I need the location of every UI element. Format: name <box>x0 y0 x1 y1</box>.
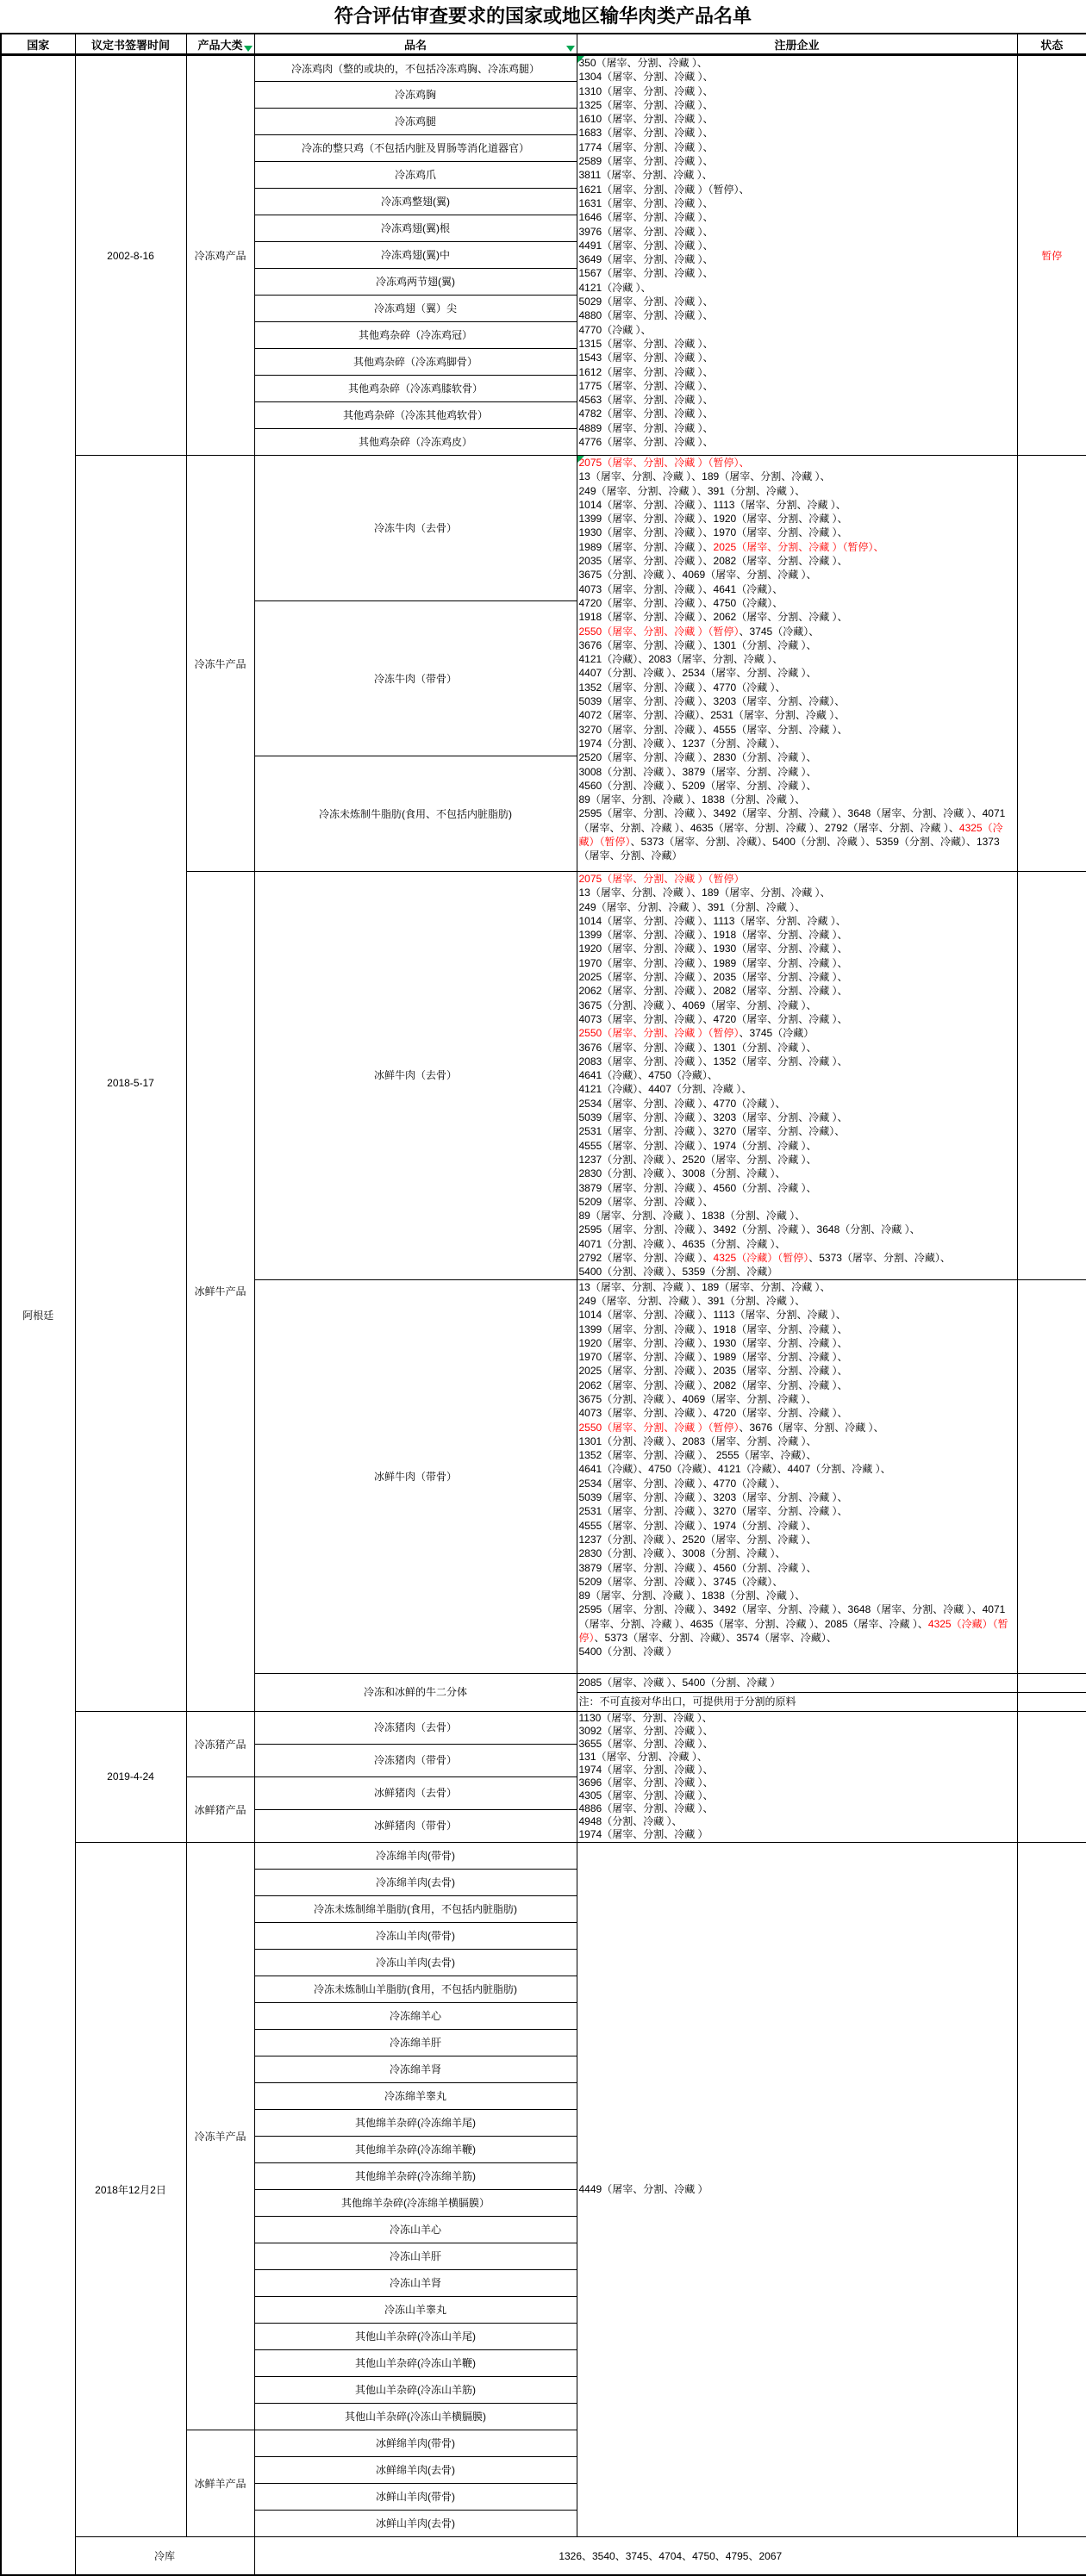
category-cell: 冷冻鸡产品 <box>186 55 254 456</box>
product-cell: 冷冻鸡胸 <box>254 82 577 109</box>
enterprise-line: 1610（屠宰、分割、冷藏 ）、 <box>578 113 714 126</box>
enterprise-line: 3649（屠宰、分割、冷藏 ）、 <box>578 253 714 266</box>
country-cell: 阿根廷 <box>1 55 75 2576</box>
enterprise-line: 131（屠宰、分割、冷藏 ）、 <box>578 1750 708 1763</box>
enterprise-line: 1304（屠宰、分割、冷藏 ）、 <box>578 71 714 84</box>
product-cell: 冷冻鸡翅（翼）尖 <box>254 296 577 322</box>
product-cell: 其他绵羊杂碎(冷冻绵羊鞭) <box>254 2136 577 2162</box>
enterprise-line: 13（屠宰、分割、冷藏 ）、189（屠宰、分割、冷藏 ）、 <box>578 887 831 899</box>
enterprise-line: 3270（屠宰、分割、冷藏 ）、4555（屠宰、分割、冷藏 ）、 <box>578 723 848 736</box>
product-cell: 冷冻猪肉（去骨） <box>254 1711 577 1744</box>
enterprise-text: 、5373（屠宰、分割、冷藏）、 <box>808 1252 951 1265</box>
enterprise-line: 4948（分割、冷藏 ）、 <box>578 1814 683 1827</box>
enterprise-line: 1683（屠宰、分割、冷藏 ）、 <box>578 127 714 140</box>
product-cell: 冷冻未炼制绵羊脂肪(食用，不包括内脏脂肪) <box>254 1895 577 1922</box>
enterprise-line: 1974（分割、冷藏 ）、1237（分割、冷藏 ）、 <box>578 737 786 750</box>
enterprise-line: 1399（屠宰、分割、冷藏 ）、1918（屠宰、分割、冷藏 ）、 <box>578 1322 848 1335</box>
enterprise-line: 1930（屠宰、分割、冷藏 ）、1970（屠宰、分割、冷藏 ）、 <box>578 526 848 539</box>
enterprise-line: 3676（屠宰、分割、冷藏 ）、1301（分割、冷藏 ）、 <box>578 1041 817 1054</box>
enterprise-line <box>579 1421 1015 1434</box>
enterprise-line: 2534（屠宰、分割、冷藏 ）、4770（冷藏 ）、 <box>578 1477 786 1490</box>
enterprise-line: 4555（屠宰、分割、冷藏 ）、1974（分割、冷藏 ）、 <box>578 1139 817 1152</box>
enterprise-cell <box>577 1711 1017 1842</box>
header-category-label: 产品大类 <box>197 38 243 52</box>
enterprise-line: 4720（屠宰、分割、冷藏 ）、4750（冷藏）、 <box>578 596 783 609</box>
product-cell: 冷冻山羊心 <box>254 2216 577 2243</box>
product-cell: 其他鸡杂碎（冷冻鸡脚骨） <box>254 349 577 376</box>
enterprise-line: 1014（屠宰、分割、冷藏 ）、1113（屠宰、分割、冷藏 ）、 <box>578 914 846 927</box>
enterprise-line: 3655（屠宰、分割、冷藏 ）、 <box>578 1737 714 1750</box>
enterprise-line: 5209（屠宰、分割、冷藏 ）、3745（冷藏）、 <box>578 1575 783 1588</box>
enterprise-line: 1970（屠宰、分割、冷藏 ）、1989（屠宰、分割、冷藏 ）、 <box>578 956 848 969</box>
enterprise-line: 3008（分割、冷藏 ）、3879（屠宰、分割、冷藏 ）、 <box>578 765 817 778</box>
enterprise-line: 5039（屠宰、分割、冷藏 ）、3203（屠宰、分割、冷藏 ）、 <box>578 1111 848 1124</box>
enterprise-line: 249（屠宰、分割、冷藏 ）、391（分割、冷藏 ）、 <box>578 1294 806 1307</box>
enterprise-line <box>579 456 1015 470</box>
status-cell <box>1017 872 1086 1280</box>
enterprise-line: 5400（分割、冷藏 ） <box>578 1646 677 1658</box>
enterprise-line: 1399（屠宰、分割、冷藏 ）、1920（屠宰、分割、冷藏 ）、 <box>578 513 848 526</box>
enterprise-line: 4776（屠宰、分割、冷藏 ）、 <box>578 436 714 449</box>
enterprise-line: 4121（冷藏 ）、 <box>578 281 652 294</box>
enterprise-line: 1567（屠宰、分割、冷藏 ）、 <box>578 267 714 280</box>
enterprise-line: 4073（屠宰、分割、冷藏 ）、4641（冷藏）、 <box>578 582 783 595</box>
enterprise-text: 2595（屠宰、分割、冷藏 ）、3492（屠宰、分割、冷藏 ）、3648（屠宰、分割、冷藏 ）、4071（屠宰、分割、冷藏 ）、4635（屠宰、分割、冷藏 ）、2085（屠宰、冷藏 ）、 <box>578 1603 1006 1630</box>
suspended-enterprise-text: 2075（屠宰、分割、冷藏 ）（暂停）、 <box>578 457 750 469</box>
product-cell: 冰鲜牛肉（带骨） <box>254 1279 577 1673</box>
enterprise-line: 4880（屠宰、分割、冷藏 ）、 <box>578 309 714 322</box>
filter-dropdown-icon[interactable] <box>244 46 253 52</box>
product-cell: 冷冻鸡翅(翼)根 <box>254 215 577 242</box>
suspended-enterprise-text: 4325（冷藏）（暂停） <box>713 1252 809 1265</box>
product-cell: 冷冻鸡翅(翼)中 <box>254 242 577 269</box>
cold-store-label: 冷库 <box>75 2536 254 2575</box>
product-cell: 冷冻绵羊肉(带骨) <box>254 1842 577 1869</box>
suspended-enterprise-text: 2550（屠宰、分割、冷藏 ）（暂停） <box>578 1027 740 1040</box>
enterprise-line: 4555（屠宰、分割、冷藏 ）、1974（分割、冷藏 ）、 <box>578 1519 817 1532</box>
enterprise-line: 3811（屠宰、分割、冷藏 ）、 <box>578 169 713 182</box>
enterprise-line: 3675（分割、冷藏 ）、4069（屠宰、分割、冷藏 ）、 <box>578 1392 817 1405</box>
product-cell: 其他山羊杂碎(冷冻山羊尾) <box>254 2323 577 2349</box>
enterprise-line: 1774（屠宰、分割、冷藏 ）、 <box>578 140 714 153</box>
enterprise-line: 4641（冷藏）、4750（冷藏）、4121（冷藏）、4407（分割、冷藏 ）、 <box>578 1463 891 1476</box>
table-row <box>1 456 1086 601</box>
enterprise-line: 1543（屠宰、分割、冷藏 ）、 <box>578 352 714 364</box>
enterprise-line <box>579 1251 1015 1265</box>
enterprise-text: 1989（屠宰、分割、冷藏 ）、 <box>578 540 714 553</box>
enterprise-line: 2025（屠宰、分割、冷藏 ）、2035（屠宰、分割、冷藏 ）、 <box>578 1365 848 1378</box>
product-cell: 其他鸡杂碎（冷冻鸡冠） <box>254 322 577 349</box>
enterprise-line: 4071（分割、冷藏 ）、4635（分割、冷藏 ）、 <box>578 1237 786 1250</box>
category-cell: 冷冻羊产品 <box>186 1842 254 2430</box>
enterprise-text: 、5373（屠宰、分割、冷藏）、3574（屠宰、冷藏）、 <box>594 1632 837 1645</box>
enterprise-line: 2531（屠宰、分割、冷藏 ）、3270（屠宰、分割、冷藏）、 <box>578 1125 846 1138</box>
product-cell: 冷冻鸡两节翅(翼) <box>254 269 577 296</box>
enterprise-line: 2595（屠宰、分割、冷藏 ）、3492（分割、冷藏 ）、3648（分割、冷藏 ）、 <box>578 1223 921 1236</box>
status-cell <box>1017 1279 1086 1673</box>
suspended-enterprise-text: 2550（屠宰、分割、冷藏 ）（暂停） <box>578 1421 740 1434</box>
product-cell: 冷冻牛肉（带骨） <box>254 601 577 756</box>
enterprise-line: 4886（屠宰、分割、冷藏 ）、 <box>578 1801 714 1814</box>
product-cell: 其他鸡杂碎（冷冻鸡皮） <box>254 429 577 456</box>
enterprise-line: 2083（屠宰、分割、冷藏 ）、1352（屠宰、分割、冷藏 ）、 <box>578 1055 848 1067</box>
status-cell <box>1017 1673 1086 1692</box>
category-cell: 冷冻牛产品 <box>186 456 254 872</box>
product-cell: 其他绵羊杂碎(冷冻绵羊筋) <box>254 2162 577 2189</box>
product-cell: 冷冻鸡腿 <box>254 109 577 135</box>
enterprise-line: 2025（屠宰、分割、冷藏 ）、2035（屠宰、分割、冷藏 ）、 <box>578 971 848 984</box>
product-cell: 冰鲜绵羊肉(带骨) <box>254 2430 577 2456</box>
product-cell: 冷冻山羊肾 <box>254 2269 577 2296</box>
header-product-label: 品名 <box>403 38 427 52</box>
enterprise-line: 2830（分割、冷藏 ）、3008（分割、冷藏 ）、 <box>578 1547 786 1560</box>
enterprise-line: 1014（屠宰、分割、冷藏 ）、1113（屠宰、分割、冷藏 ）、 <box>578 498 846 511</box>
enterprise-line: 1920（屠宰、分割、冷藏 ）、1930（屠宰、分割、冷藏 ）、 <box>578 1336 848 1349</box>
product-cell: 冰鲜山羊肉(带骨) <box>254 2483 577 2510</box>
enterprise-line: 2520（屠宰、分割、冷藏 ）、2830（分割、冷藏 ）、 <box>578 751 817 764</box>
enterprise-line: 89（屠宰、分割、冷藏 ）、1838（分割、冷藏 ）、 <box>578 1590 806 1602</box>
suspended-enterprise-text: 2025（屠宰、分割、冷藏 ）（暂停）、 <box>713 540 884 553</box>
product-cell: 冷冻绵羊肾 <box>254 2056 577 2082</box>
enterprise-line: 4491（屠宰、分割、冷藏 ）、 <box>578 239 714 252</box>
enterprise-line: 3675（分割、冷藏 ）、4069（屠宰、分割、冷藏 ）、 <box>578 999 817 1011</box>
enterprise-line: 1325（屠宰、分割、冷藏 ）、 <box>578 98 714 111</box>
protocol-date-cell: 2018年12月2日 <box>75 1842 186 2536</box>
green-corner-icon <box>577 456 584 463</box>
enterprise-cell <box>577 872 1017 1280</box>
enterprise-text: 、3745（冷藏） <box>739 1027 814 1040</box>
enterprise-text: 、3676（屠宰、分割、冷藏 ）、 <box>739 1421 884 1434</box>
enterprise-line: 1301（分割、冷藏 ）、2083（屠宰、分割、冷藏 ）、 <box>578 1434 817 1447</box>
header-status: 状态 <box>1017 34 1086 55</box>
enterprise-line: 1237（分割、冷藏 ）、2520（屠宰、分割、冷藏 ）、 <box>578 1153 817 1166</box>
cold-store-value: 1326、3540、3745、4704、4750、4795、2067 <box>254 2536 1086 2575</box>
enterprise-line: 4073（屠宰、分割、冷藏 ）、4720（屠宰、分割、冷藏 ）、 <box>578 1012 848 1025</box>
enterprise-line: 4073（屠宰、分割、冷藏 ）、4720（屠宰、分割、冷藏 ）、 <box>578 1407 848 1420</box>
cold-store-row <box>1 2536 1086 2575</box>
enterprise-line: 2062（屠宰、分割、冷藏 ）、2082（屠宰、分割、冷藏 ）、 <box>578 985 848 998</box>
enterprise-line: 4305（屠宰、分割、冷藏 ）、 <box>578 1789 714 1801</box>
product-cell: 其他绵羊杂碎(冷冻绵羊横膈膜） <box>254 2189 577 2216</box>
enterprise-line: 5039（屠宰、分割、冷藏 ）、3203（屠宰、分割、冷藏 ）、 <box>578 1491 848 1504</box>
product-cell: 其他鸡杂碎（冷冻鸡膝软骨） <box>254 376 577 402</box>
enterprise-line: 4449（屠宰、分割、冷藏 ） <box>578 2182 708 2195</box>
enterprise-line: 89（屠宰、分割、冷藏 ）、1838（分割、冷藏 ）、 <box>578 793 806 806</box>
protocol-date-cell: 2002-8-16 <box>75 55 186 456</box>
enterprise-line: 2534（屠宰、分割、冷藏 ）、4770（冷藏 ）、 <box>578 1097 786 1110</box>
page-title: 符合评估审查要求的国家或地区输华肉类产品名单 <box>334 5 752 27</box>
enterprise-cell <box>577 1279 1017 1673</box>
enterprise-line: 3976（屠宰、分割、冷藏 ）、 <box>578 225 714 238</box>
enterprise-text: 2595（屠宰、分割、冷藏 ）、3492（屠宰、分割、冷藏 ）、3648（屠宰、分割、冷藏 ）、4071（屠宰、分割、冷藏 ）、4635（屠宰、分割、冷藏 ）、2792（屠宰、分割、冷藏 ）、 <box>578 807 1006 834</box>
enterprise-line <box>579 1602 1015 1645</box>
enterprise-line: 4072（屠宰、分割、冷藏）、2531（屠宰、分割、冷藏 ）、 <box>578 709 846 722</box>
category-cell: 冰鲜猪产品 <box>186 1776 254 1842</box>
product-cell: 冷冻鸡肉（整的或块的，不包括冷冻鸡胸、冷冻鸡腿） <box>254 55 577 82</box>
products-table <box>0 33 1086 2576</box>
filter-dropdown-icon[interactable] <box>566 46 575 52</box>
enterprise-line: 249（屠宰、分割、冷藏 ）、391（分割、冷藏 ）、 <box>578 484 806 497</box>
product-cell: 冷冻未炼制山羊脂肪(食用，不包括内脏脂肪) <box>254 1976 577 2002</box>
status-cell <box>1017 456 1086 872</box>
product-cell: 冷冻山羊睾丸 <box>254 2296 577 2323</box>
enterprise-line: 249（屠宰、分割、冷藏 ）、391（分割、冷藏 ）、 <box>578 900 806 913</box>
enterprise-line: 5029（屠宰、分割、冷藏 ）、 <box>578 296 714 308</box>
enterprise-line: 1621（屠宰、分割、冷藏 ）（暂停）、 <box>578 183 750 196</box>
enterprise-line: 4770（冷藏 ）、 <box>578 323 652 336</box>
enterprise-cell <box>577 1673 1017 1692</box>
product-cell: 冷冻山羊肝 <box>254 2243 577 2269</box>
enterprise-line: 3879（屠宰、分割、冷藏 ）、4560（分割、冷藏 ）、 <box>578 1561 817 1574</box>
product-cell: 冷冻猪肉（带骨） <box>254 1744 577 1776</box>
enterprise-cell <box>577 1842 1017 2536</box>
enterprise-line <box>579 540 1015 554</box>
enterprise-line: 13（屠宰、分割、冷藏 ）、189（屠宰、分割、冷藏 ）、 <box>578 470 831 483</box>
enterprise-text: 、3745（冷藏）、 <box>739 625 820 638</box>
product-cell: 冷冻绵羊睾丸 <box>254 2082 577 2109</box>
status-cell <box>1017 1711 1086 1842</box>
enterprise-line <box>579 872 1015 886</box>
enterprise-line: 1970（屠宰、分割、冷藏 ）、1989（屠宰、分割、冷藏 ）、 <box>578 1351 848 1364</box>
table-row <box>1 1711 1086 1744</box>
enterprise-text: 2792（屠宰、分割、冷藏 ）、 <box>578 1252 714 1265</box>
product-cell: 其他山羊杂碎(冷冻山羊鞭) <box>254 2349 577 2376</box>
enterprise-line: 1974（屠宰、分割、冷藏 ）、 <box>578 1763 714 1776</box>
enterprise-line: 1775（屠宰、分割、冷藏 ）、 <box>578 379 714 392</box>
enterprise-line: 1352（屠宰、分割、冷藏 ）、 2555（屠宰、冷藏）、 <box>578 1449 817 1462</box>
enterprise-line: 5039（屠宰、分割、冷藏 ）、3203（屠宰、分割、冷藏）、 <box>578 695 846 708</box>
category-cell: 冰鲜羊产品 <box>186 2430 254 2536</box>
product-cell: 冷冻未炼制牛脂肪(食用、不包括内脏脂肪) <box>254 756 577 872</box>
product-cell: 其他山羊杂碎(冷冻山羊筋) <box>254 2376 577 2403</box>
header-country: 国家 <box>1 34 75 55</box>
protocol-date-cell: 2018-5-17 <box>75 456 186 1712</box>
enterprise-line: 5209（屠宰、分割、冷藏 ）、 <box>578 1195 714 1208</box>
enterprise-line: 2830（分割、冷藏 ）、3008（分割、冷藏 ）、 <box>578 1167 786 1180</box>
enterprise-line: 3675（分割、冷藏 ）、4069（屠宰、分割、冷藏 ）、 <box>578 569 817 582</box>
enterprise-cell <box>577 55 1017 456</box>
enterprise-line: 2085（屠宰、冷藏 ）、5400（分割、冷藏 ） <box>578 1676 781 1689</box>
enterprise-line: 4121（冷藏）、2083（屠宰、分割、冷藏 ）、 <box>578 653 783 666</box>
enterprise-line: 4407（分割、冷藏 ）、2534（屠宰、分割、冷藏 ）、 <box>578 667 817 680</box>
enterprise-line <box>579 625 1015 638</box>
status-cell: 暂停 <box>1017 55 1086 456</box>
enterprise-line: 4121（冷藏）、4407（分割、冷藏 ）、 <box>578 1083 752 1096</box>
enterprise-line: 1974（屠宰、分割、冷藏 ） <box>578 1827 708 1840</box>
enterprise-line: 1352（屠宰、分割、冷藏 ）、4770（冷藏 ）、 <box>578 681 786 694</box>
product-cell: 其他鸡杂碎（冷冻其他鸡软骨） <box>254 402 577 429</box>
enterprise-line: 3879（屠宰、分割、冷藏 ）、4560（分割、冷藏 ）、 <box>578 1181 817 1194</box>
product-cell: 冷冻鸡爪 <box>254 162 577 189</box>
protocol-date-cell: 2019-4-24 <box>75 1711 186 1842</box>
enterprise-line: 注：不可直接对华出口，可提供用于分割的原料 <box>578 1695 796 1708</box>
enterprise-line: 1631（屠宰、分割、冷藏 ）、 <box>578 196 714 209</box>
enterprise-line: 2035（屠宰、分割、冷藏 ）、2082（屠宰、分割、冷藏 ）、 <box>578 555 848 568</box>
enterprise-line: 2531（屠宰、分割、冷藏 ）、3270（屠宰、分割、冷藏 ）、 <box>578 1505 848 1518</box>
product-cell: 冷冻的整只鸡（不包括内脏及胃肠等消化道器官） <box>254 135 577 162</box>
suspended-enterprise-text: 2550（屠宰、分割、冷藏 ）（暂停） <box>578 625 740 638</box>
enterprise-line: 4641（冷藏）、4750（冷藏）、 <box>578 1069 718 1082</box>
suspended-enterprise-text: 2075（屠宰、分割、冷藏 ）（暂停） <box>578 873 745 885</box>
enterprise-line: 4782（屠宰、分割、冷藏 ）、 <box>578 408 714 420</box>
enterprise-line: 1918（屠宰、分割、冷藏 ）、2062（屠宰、分割、冷藏 ）、 <box>578 611 848 624</box>
product-cell: 冰鲜山羊肉(去骨) <box>254 2510 577 2536</box>
status-cell <box>1017 1842 1086 2536</box>
enterprise-line: 3092（屠宰、分割、冷藏 ）、 <box>578 1724 714 1737</box>
product-cell: 冷冻和冰鲜的牛二分体 <box>254 1673 577 1711</box>
green-corner-icon <box>577 56 584 63</box>
table-row <box>1 1842 1086 1869</box>
header-enterprise: 注册企业 <box>577 34 1017 55</box>
product-cell: 冷冻山羊肉(带骨) <box>254 1922 577 1949</box>
enterprise-line: 1646（屠宰、分割、冷藏 ）、 <box>578 211 714 224</box>
enterprise-text: 、5373（屠宰、分割、冷藏）、5400（分割、冷藏 ）、5359（分割、冷藏）、1373（屠宰、分割、冷藏） <box>578 836 1000 862</box>
product-cell: 冰鲜绵羊肉(去骨) <box>254 2456 577 2483</box>
enterprise-line: 5400（分割、冷藏 ）、5359（分割、冷藏） <box>578 1266 778 1279</box>
product-cell: 其他山羊杂碎(冷冻山羊横膈膜) <box>254 2403 577 2430</box>
product-cell: 冰鲜猪肉（去骨） <box>254 1776 577 1809</box>
enterprise-cell <box>577 456 1017 872</box>
header-category <box>186 34 254 55</box>
enterprise-line <box>579 806 1015 862</box>
product-cell: 冰鲜牛肉（去骨） <box>254 872 577 1280</box>
enterprise-line: 4889（屠宰、分割、冷藏 ）、 <box>578 421 714 434</box>
product-cell: 冷冻绵羊心 <box>254 2002 577 2029</box>
enterprise-line: 4563（屠宰、分割、冷藏 ）、 <box>578 394 714 407</box>
enterprise-line: 350（屠宰、分割、冷藏 ）、 <box>578 57 708 69</box>
enterprise-line: 1237（分割、冷藏 ）、2520（屠宰、分割、冷藏 ）、 <box>578 1533 817 1546</box>
enterprise-line: 2062（屠宰、分割、冷藏 ）、2082（屠宰、分割、冷藏 ）、 <box>578 1378 848 1391</box>
enterprise-line: 4560（分割、冷藏 ）、5209（屠宰、分割、冷藏 ）、 <box>578 779 817 792</box>
category-cell: 冰鲜牛产品 <box>186 872 254 1712</box>
enterprise-line <box>579 1026 1015 1040</box>
enterprise-line: 1014（屠宰、分割、冷藏 ）、1113（屠宰、分割、冷藏 ）、 <box>578 1309 846 1322</box>
header-protocol-date: 议定书签署时间 <box>75 34 186 55</box>
table-row <box>1 55 1086 82</box>
product-cell: 其他绵羊杂碎(冷冻绵羊尾) <box>254 2109 577 2136</box>
product-cell: 冷冻绵羊肉(去骨) <box>254 1869 577 1895</box>
enterprise-line: 1310（屠宰、分割、冷藏 ）、 <box>578 84 714 97</box>
suspended-enterprise-text: 4325（冷藏）（暂停） <box>578 1617 1008 1645</box>
enterprise-line: 13（屠宰、分割、冷藏 ）、189（屠宰、分割、冷藏 ）、 <box>578 1280 831 1293</box>
product-cell: 冷冻山羊肉(去骨) <box>254 1949 577 1976</box>
status-cell <box>1017 1692 1086 1711</box>
product-cell: 冷冻鸡整翅(翼) <box>254 189 577 215</box>
header-product <box>254 34 577 55</box>
product-cell: 冰鲜猪肉（带骨） <box>254 1809 577 1842</box>
enterprise-line: 1130（屠宰、分割、冷藏 ）、 <box>578 1711 713 1724</box>
suspended-enterprise-text: 4325（冷藏）（暂停） <box>578 821 1003 849</box>
enterprise-line: 1399（屠宰、分割、冷藏 ）、1918（屠宰、分割、冷藏 ）、 <box>578 929 848 942</box>
enterprise-line: 3676（屠宰、分割、冷藏 ）、1301（分割、冷藏 ）、 <box>578 638 817 651</box>
product-cell: 冷冻牛肉（去骨） <box>254 456 577 601</box>
product-cell: 冷冻绵羊肝 <box>254 2029 577 2056</box>
enterprise-line: 1315（屠宰、分割、冷藏 ）、 <box>578 337 714 350</box>
enterprise-line: 1920（屠宰、分割、冷藏 ）、1930（屠宰、分割、冷藏 ）、 <box>578 943 848 955</box>
header-row <box>1 34 1086 55</box>
category-cell: 冷冻猪产品 <box>186 1711 254 1776</box>
enterprise-line: 89（屠宰、分割、冷藏 ）、1838（分割、冷藏 ）、 <box>578 1210 806 1223</box>
enterprise-line: 1612（屠宰、分割、冷藏 ）、 <box>578 365 714 378</box>
enterprise-line: 3696（屠宰、分割、冷藏 ）、 <box>578 1776 714 1789</box>
enterprise-line: 2589（屠宰、分割、冷藏 ）、 <box>578 155 714 168</box>
note-cell <box>577 1692 1017 1711</box>
